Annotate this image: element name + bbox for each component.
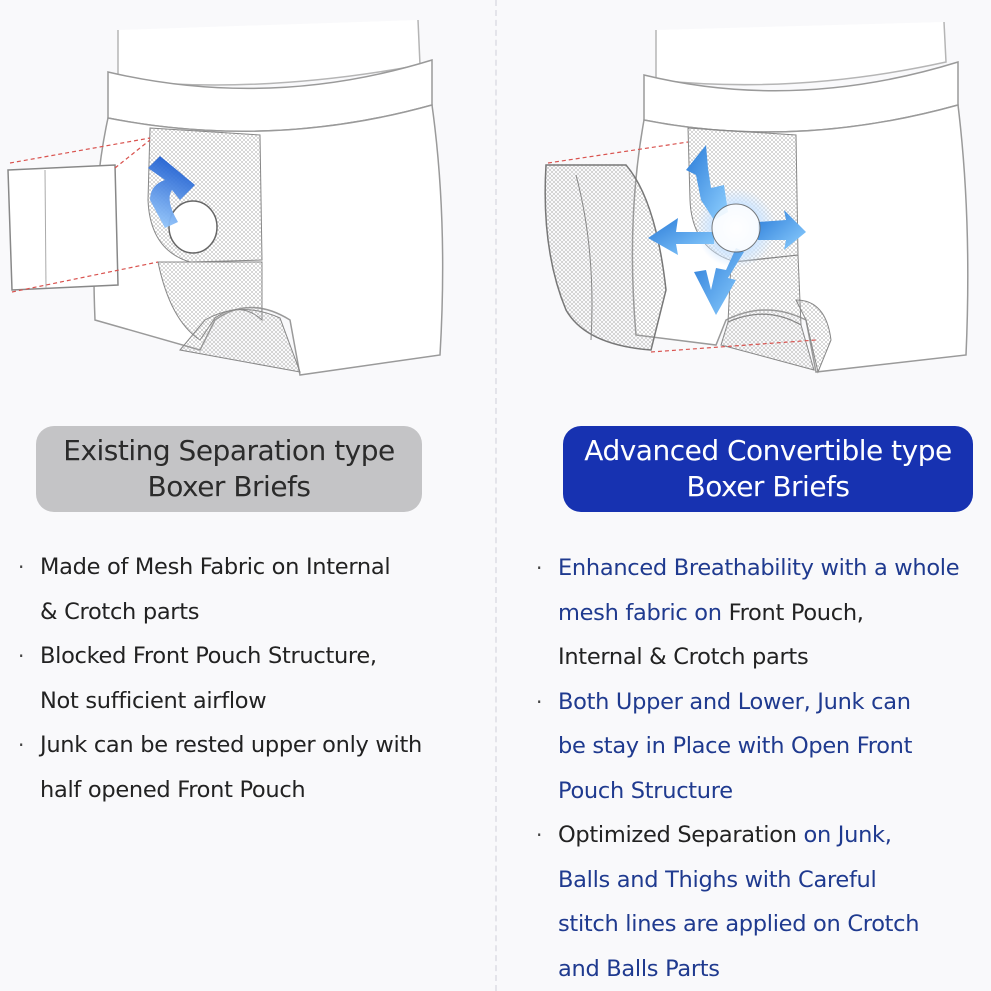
- convertible-type-badge: [563, 426, 973, 512]
- existing-badge-line1: Existing Separation type: [63, 434, 395, 467]
- convertible-features-list: [536, 546, 986, 991]
- bullet-dot-icon: ·: [536, 689, 543, 714]
- existing-type-badge: [36, 426, 422, 512]
- convertible-briefs-illustration: [496, 0, 991, 400]
- existing-badge-line2: Boxer Briefs: [147, 470, 311, 503]
- list-item: · Junk can be rested upper only with half opened Front Pouch: [18, 723, 478, 812]
- list-item: · Made of Mesh Fabric on Internal & Crotch parts: [18, 545, 478, 634]
- convertible-badge-line2: Boxer Briefs: [686, 470, 850, 503]
- bullet-dot-icon: ·: [18, 555, 25, 579]
- bullet-dot-icon: ·: [18, 644, 25, 668]
- list-item: · Blocked Front Pouch Structure, Not sufficient airflow: [18, 634, 478, 723]
- bullet-dot-icon: ·: [536, 823, 543, 847]
- list-item: · Both Upper and Lower, Junk can be stay in Place with Open Front Pouch Structure: [536, 680, 986, 814]
- existing-features-list: [18, 545, 478, 812]
- list-item: · Optimized Separation on Junk, Balls and Thighs with Careful stitch lines are applied on Crotch and Balls Parts: [536, 813, 986, 991]
- existing-briefs-illustration: [0, 0, 495, 400]
- convertible-badge-line1: Advanced Convertible type: [584, 434, 952, 467]
- bullet-dot-icon: ·: [536, 556, 543, 580]
- bullet-dot-icon: ·: [18, 733, 25, 757]
- list-item: · Enhanced Breathability with a whole mesh fabric on Front Pouch, Internal & Crotch parts: [536, 546, 986, 680]
